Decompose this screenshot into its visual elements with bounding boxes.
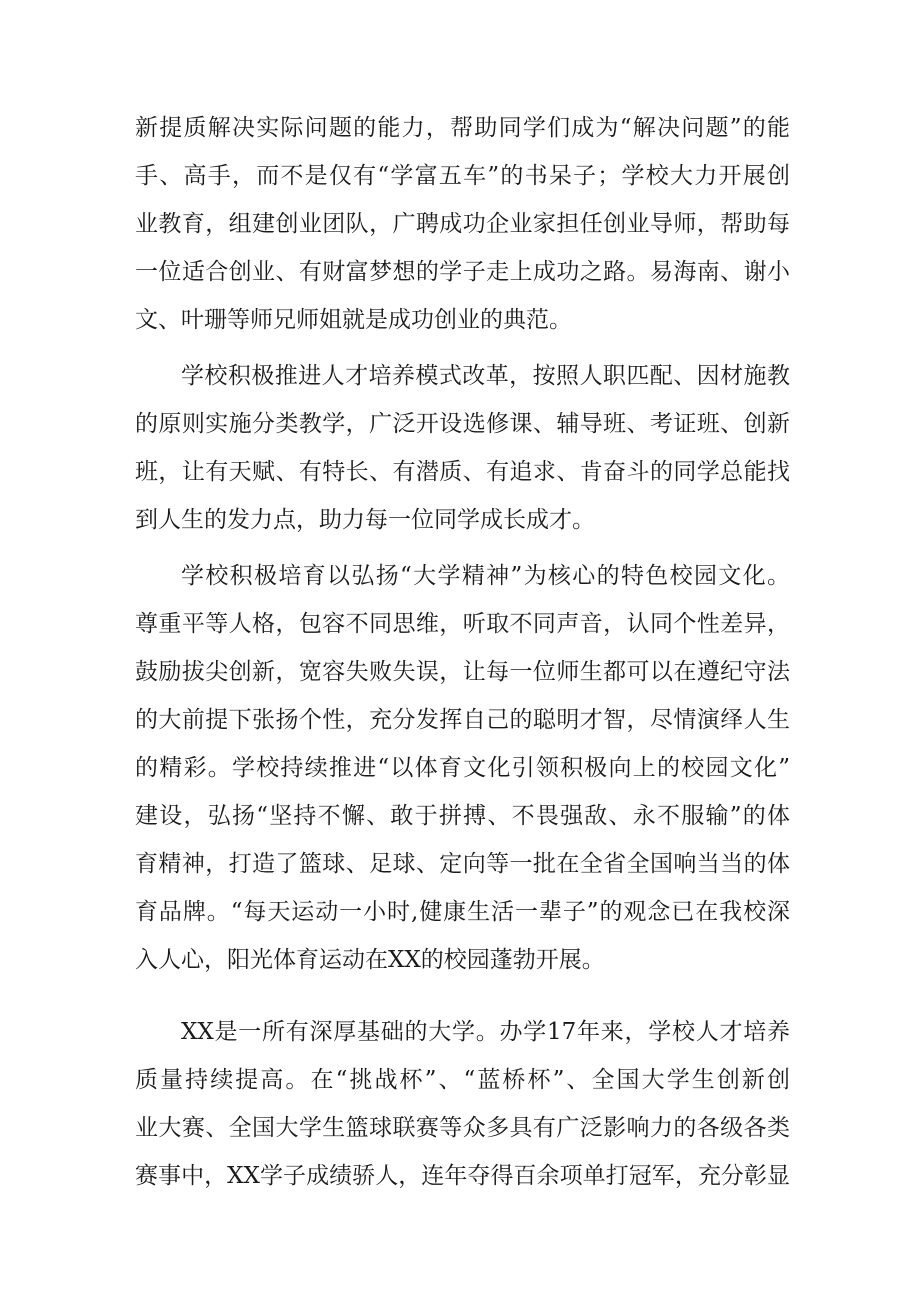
text-line: 赛事中，XX学子成绩骄人，连年夺得百余项单打冠军，充分彰显 <box>135 1163 790 1189</box>
text-line: 的原则实施分类教学，广泛开设选修课、辅导班、考证班、创新 <box>135 411 790 437</box>
document-body <box>135 112 790 1189</box>
text-line: 业大赛、全国大学生篮球联赛等众多具有广泛影响力的各级各类 <box>135 1115 790 1141</box>
text-line: 的大前提下张扬个性，充分发挥自己的聪明才智，尽情演绎人生 <box>135 707 790 733</box>
text-line: 学校积极推进人才培养模式改革，按照人职匹配、因材施教 <box>181 363 790 389</box>
text-line: 到人生的发力点，助力每一位同学成长成才。 <box>135 507 595 533</box>
text-line: 入人心，阳光体育运动在XX的校园蓬勃开展。 <box>135 947 605 973</box>
text-line: 学校积极培育以弘扬“大学精神”为核心的特色校园文化。 <box>181 563 790 589</box>
text-line: 的精彩。学校持续推进“以体育文化引领积极向上的校园文化” <box>135 755 790 781</box>
text-line: 业教育，组建创业团队，广聘成功企业家担任创业导师，帮助每 <box>135 211 790 237</box>
text-line: 鼓励拔尖创新，宽容失败失误，让每一位师生都可以在遵纪守法 <box>135 659 790 685</box>
text-line: 文、叶珊等师兄师姐就是成功创业的典范。 <box>135 307 572 333</box>
text-line: 一位适合创业、有财富梦想的学子走上成功之路。易海南、谢小 <box>135 259 790 285</box>
text-line: 手、高手，而不是仅有“学富五车”的书呆子；学校大力开展创 <box>135 163 790 189</box>
text-line: XX是一所有深厚基础的大学。办学17年来，学校人才培养 <box>181 1019 790 1045</box>
text-line: 新提质解决实际问题的能力，帮助同学们成为“解决问题”的能 <box>135 115 790 141</box>
text-line: 质量持续提高。在“挑战杯”、“蓝桥杯”、全国大学生创新创 <box>135 1067 790 1093</box>
text-line: 尊重平等人格，包容不同思维，听取不同声音，认同个性差异， <box>135 611 790 637</box>
text-line: 建设，弘扬“坚持不懈、敢于拼搏、不畏强敌、永不服输”的体 <box>135 803 790 829</box>
text-line: 班，让有天赋、有特长、有潜质、有追求、肯奋斗的同学总能找 <box>135 459 790 485</box>
text-line: 育精神，打造了篮球、足球、定向等一批在全省全国响当当的体 <box>135 851 790 877</box>
text-line: 育品牌。“每天运动一小时,健康生活一辈子”的观念已在我校深 <box>135 899 790 925</box>
